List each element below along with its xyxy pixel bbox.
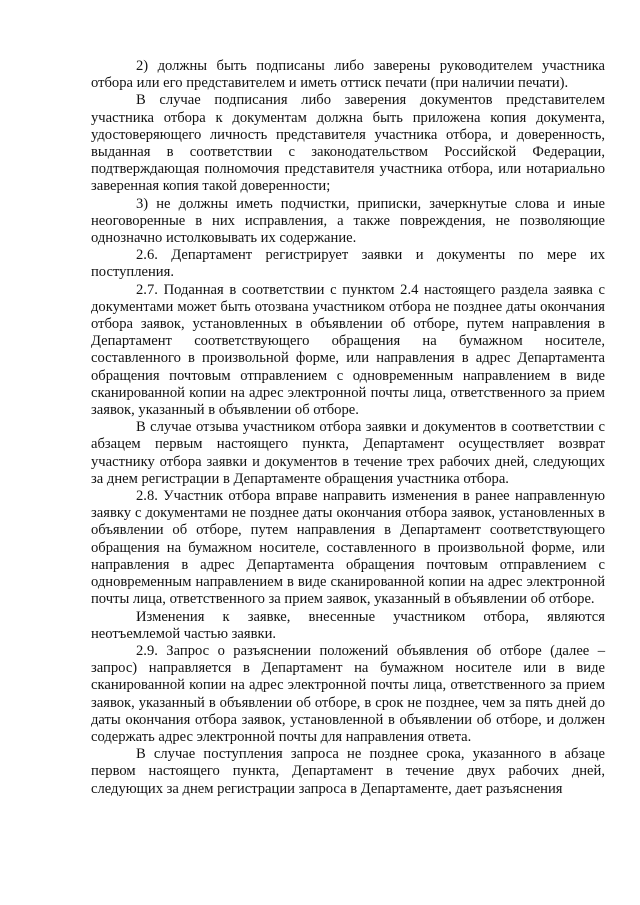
- paragraph-2-9: 2.9. Запрос о разъяснении положений объявления об отборе (далее – запрос) направляется в Департамент на бумажном носителе или в виде сканированной копии на адрес электронной почты лица, ответственного за прием заявок, указанный в объявлении об отборе, в срок не позднее, чем за пять дней до даты окончания отбора заявок, установленной в объявлении об отборе, и должен содержать адрес электронной почты для направления ответа.: [91, 642, 605, 745]
- paragraph-2-7: 2.7. Поданная в соответствии с пунктом 2.4 настоящего раздела заявка с документами может быть отозвана участником отбора не позднее даты окончания отбора заявок, установленных в объявлении об отборе, путем направления в Департамент соответствующего обращения на бумажном носителе, составленного в произвольной форме, или направления в адрес Департамента обращения почтовым отправлением с одновременным направлением в виде сканированной копии на адрес электронной почты лица, ответственного за прием заявок, указанный в объявлении об отборе.: [91, 281, 605, 419]
- paragraph-2-6: 2.6. Департамент регистрирует заявки и документы по мере их поступления.: [91, 247, 605, 281]
- paragraph-2-8: 2.8. Участник отбора вправе направить изменения в ранее направленную заявку с документами не позднее даты окончания отбора заявок, установленных в объявлении об отборе, путем направления в Департамент соответствующего обращения на бумажном носителе, составленного в произвольной форме, или направления в адрес Департамента обращения почтовым отправлением с одновременным направлением в виде сканированной копии на адрес электронной почты лица, ответственного за прием заявок, указанный в объявлении об отборе.: [91, 488, 605, 608]
- paragraph-clarification-response: В случае поступления запроса не позднее срока, указанного в абзаце первом настоящего пункта, Департамент в течение двух рабочих дней, следующих за днем регистрации запроса в Департаменте, дает разъяснения: [91, 746, 605, 797]
- paragraph-representative-documents: В случае подписания либо заверения документов представителем участника отбора к документам должна быть приложена копия документа, удостоверяющего личность представителя участника отбора, и доверенность, выданная в соответствии с законодательством Российской Федерации, подтверждающая полномочия представителя участника отбора, или нотариально заверенная копия такой доверенности;: [91, 92, 605, 195]
- paragraph-withdrawal-return: В случае отзыва участником отбора заявки и документов в соответствии с абзацем первым настоящего пункта, Департамент осуществляет возврат участнику отбора заявки и документов в течение трех рабочих дней, следующих за днем регистрации в Департаменте обращения участника отбора.: [91, 419, 605, 487]
- paragraph-signature-requirement: 2) должны быть подписаны либо заверены руководителем участника отбора или его представителем и иметь оттиск печати (при наличии печати).: [91, 58, 605, 92]
- paragraph-changes-integral: Изменения к заявке, внесенные участником отбора, являются неотъемлемой частью заявки.: [91, 608, 605, 642]
- document-page: [91, 58, 605, 798]
- paragraph-no-corrections: 3) не должны иметь подчистки, приписки, зачеркнутые слова и иные неоговоренные в них исправления, а также повреждения, не позволяющие однозначно истолковывать их содержание.: [91, 195, 605, 247]
